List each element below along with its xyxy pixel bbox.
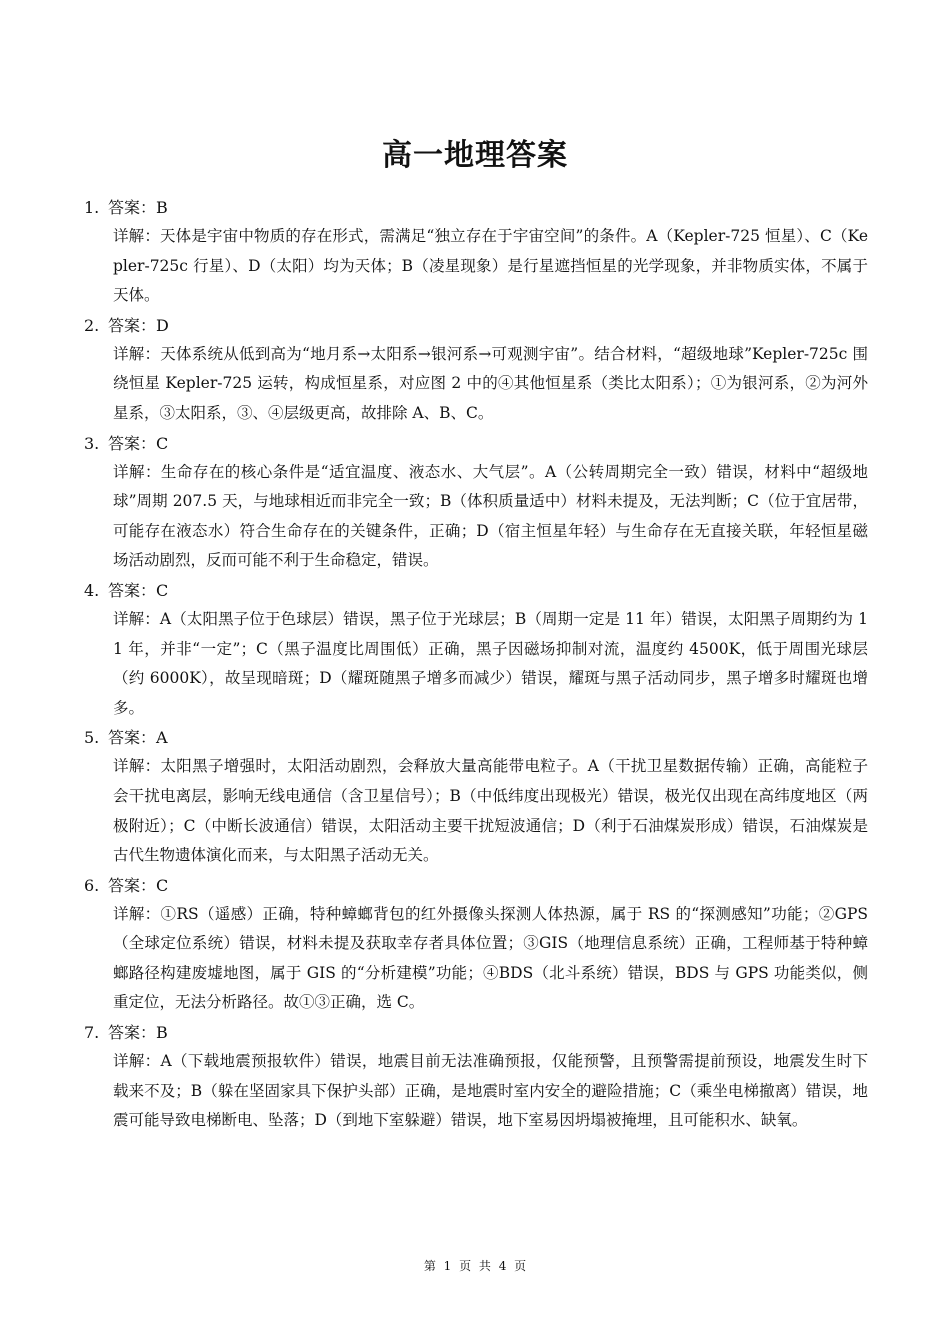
answer-line: [84, 1018, 868, 1047]
answer-item-1: [84, 193, 868, 311]
answer-text: 答案：B: [108, 198, 168, 217]
question-number: 6.: [84, 875, 100, 895]
answer-detail: 详解：天体是宇宙中物质的存在形式，需满足“独立存在于宇宙空间”的条件。A（Kepler-725 恒星）、C（Kepler-725c 行星）、D（太阳）均为天体；B（凌星现象）是行星遮挡恒星的光学现象，并非物质实体，不属于天体。: [113, 227, 868, 305]
answer-item-2: [84, 311, 868, 429]
answer-item-7: [84, 1018, 868, 1136]
answer-item-5: [84, 723, 868, 870]
answer-item-4: [84, 576, 868, 723]
answer-text: 答案：D: [108, 315, 169, 335]
question-number: 5.: [84, 728, 100, 748]
question-number: 1.: [84, 198, 100, 217]
question-number: 2.: [84, 315, 100, 335]
answer-text: 答案：C: [108, 433, 169, 453]
question-number: 3.: [84, 433, 100, 453]
answer-line: [84, 429, 868, 458]
answer-line: [84, 723, 868, 752]
answer-text: 答案：B: [108, 1023, 168, 1043]
answer-text: 答案：C: [108, 875, 169, 895]
answer-detail: 详解：太阳黑子增强时，太阳活动剧烈，会释放大量高能带电粒子。A（干扰卫星数据传输）正确，高能粒子会干扰电离层，影响无线电通信（含卫星信号）；B（中低纬度出现极光）错误，极光仅出现在高纬度地区（两极附近）；C（中断长波通信）错误，太阳活动主要干扰短波通信；D（利于石油煤炭形成）错误，石油煤炭是古代生物遗体演化而来，与太阳黑子活动无关。: [113, 757, 868, 865]
answer-detail: 详解：生命存在的核心条件是“适宜温度、液态水、大气层”。A（公转周期完全一致）错误，材料中“超级地球”周期 207.5 天，与地球相近而非完全一致；B（体积质量适中）材料未提及，无法判断；C（位于宜居带，可能存在液态水）符合生命存在的关键条件，正确；D（宿主恒星年轻）与生命存在无直接关联，年轻恒星磁场活动剧烈，反而可能不利于生命稳定，错误。: [113, 462, 868, 570]
answer-line: [84, 871, 868, 900]
answer-line: [84, 576, 868, 605]
page-footer: 第 1 页 共 4 页: [423, 1259, 527, 1273]
answer-detail: 详解：①RS（遥感）正确，特种蟑螂背包的红外摄像头探测人体热源，属于 RS 的“探测感知”功能；②GPS（全球定位系统）错误，材料未提及获取幸存者具体位置；③GIS（地理信息系统）正确，工程师基于特种蟑螂路径构建废墟地图，属于 GIS 的“分析建模”功能；④BDS（北斗系统）错误，BDS 与 GPS 功能类似，侧重定位，无法分析路径。故①③正确，选 C。: [113, 904, 868, 1012]
answer-line: [84, 193, 868, 222]
answer-list: [84, 193, 868, 1136]
page-title: 高一地理答案: [382, 138, 568, 174]
answer-text: 答案：C: [108, 580, 169, 600]
answer-detail: 详解：天体系统从低到高为“地月系→太阳系→银河系→可观测宇宙”。结合材料，“超级地球”Kepler-725c 围绕恒星 Kepler-725 运转，构成恒星系，对应图 2 中的④其他恒星系（类比太阳系）；①为银河系，②为河外星系，③太阳系，③、④层级更高，故排除 A、B、C。: [113, 344, 868, 422]
answer-line: [84, 311, 868, 340]
answer-detail: 详解：A（太阳黑子位于色球层）错误，黑子位于光球层；B（周期一定是 11 年）错误，太阳黑子周期约为 11 年，并非“一定”；C（黑子温度比周围低）正确，黑子因磁场抑制对流，温度约 4500K，低于周围光球层（约 6000K），故呈现暗斑；D（耀斑随黑子增多而减少）错误，耀斑与黑子活动同步，黑子增多时耀斑也增多。: [113, 609, 868, 717]
question-number: 7.: [84, 1023, 100, 1043]
question-number: 4.: [84, 580, 100, 600]
answer-detail: 详解：A（下载地震预报软件）错误，地震目前无法准确预报，仅能预警，且预警需提前预设，地震发生时下载来不及；B（躲在坚固家具下保护头部）正确，是地震时室内安全的避险措施；C（乘坐电梯撤离）错误，地震可能导致电梯断电、坠落；D（到地下室躲避）错误，地下室易因坍塌被掩埋，且可能积水、缺氧。: [113, 1052, 868, 1130]
answer-item-6: [84, 871, 868, 1018]
answer-item-3: [84, 429, 868, 576]
answer-text: 答案：A: [108, 728, 168, 748]
